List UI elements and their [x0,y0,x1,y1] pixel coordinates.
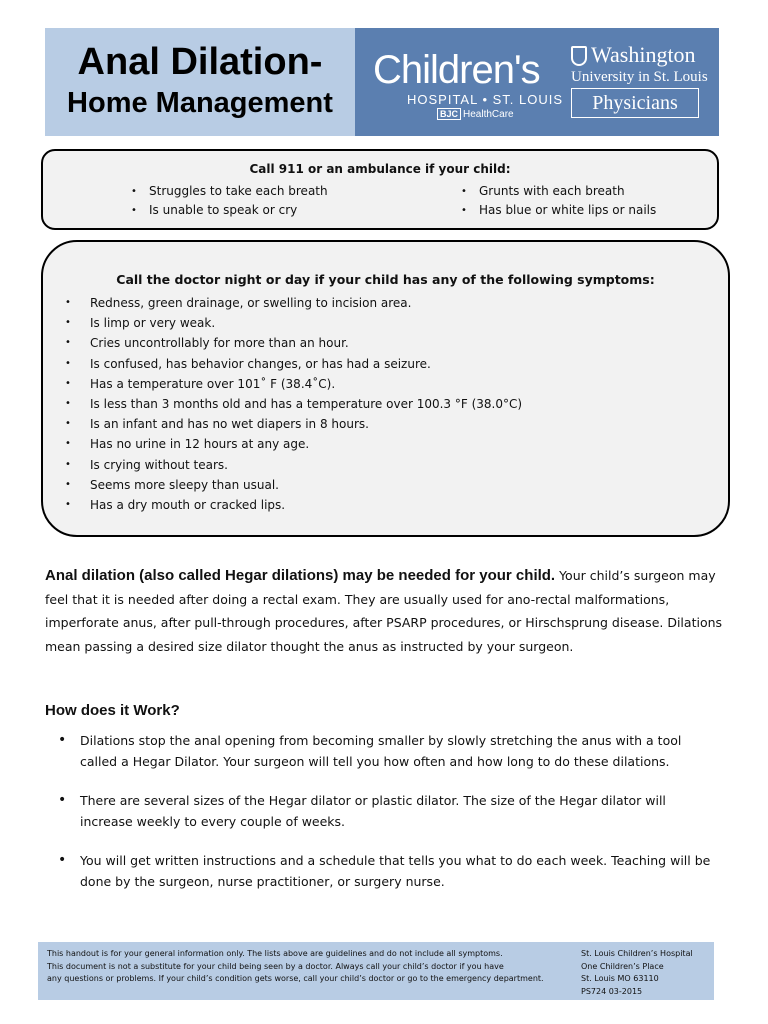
document-code: PS724 03-2015 [581,986,643,996]
page-subtitle: Home Management [67,87,333,119]
list-item: • Is an infant and has no wet diapers in 8 hours. [63,414,728,434]
list-item: • Is less than 3 months old and has a temperature over 100.3 °F (38.0°C) [63,394,728,414]
list-item: • Is unable to speak or cry [131,201,461,220]
emergency-list-left [131,182,461,220]
disclaimer-line: any questions or problems. If your child’s condition gets worse, call your child’s doctor or go to the emergency department. [47,974,544,983]
list-item: • Struggles to take each breath [131,182,461,201]
page-title: Anal Dilation- [77,41,323,83]
list-item: • Grunts with each breath [461,182,656,201]
doctor-symptoms-box [41,240,730,537]
list-item: • Has a temperature over 101˚ F (38.4˚C). [63,374,728,394]
address-line: St. Louis Children’s Hospital [581,949,693,958]
intro-paragraph [45,564,725,658]
footer [38,942,714,1000]
childrens-hospital-logo: Children's [373,48,540,92]
address-line: One Children’s Place [581,961,664,971]
list-item: • Is confused, has behavior changes, or has had a seizure. [63,354,728,374]
list-item: • Cries uncontrollably for more than an hour. [63,333,728,353]
intro-lead: Anal dilation (also called Hegar dilations) may be needed for your child. [45,567,556,584]
physicians-label: Physicians [571,88,699,118]
logo-banner [355,28,719,136]
how-it-works-list [58,730,718,910]
list-item: • Has no urine in 12 hours at any age. [63,434,728,454]
footer-address [581,948,711,998]
disclaimer-line: This document is not a substitute for your child being seen by a doctor. Always call your child’s doctor if you have [47,961,504,971]
header [45,28,719,136]
disclaimer-line: This handout is for your general information only. The lists above are guidelines and do not include all symptoms. [47,949,503,958]
washington-university-logo: Washington [591,42,696,67]
address-line: St. Louis MO 63110 [581,974,659,983]
intro-body: Your child’s surgeon may feel that it is needed after doing a rectal exam. They are usually used for ano-rectal malformations, imperforate anus, after pull-through procedures, after PSARP procedures, or Hirschsprung disease. Dilations mean passing a desired size dilator thought the anus as instructed by your surgeon. [45,568,723,654]
emergency-box [41,149,719,230]
emergency-list [43,182,717,220]
list-item: • Seems more sleepy than usual. [63,475,728,495]
title-box [45,28,355,136]
list-item: • There are several sizes of the Hegar dilator or plastic dilator. The size of the Hegar dilator will increase weekly to every couple of weeks. [58,790,718,832]
list-item: • Dilations stop the anal opening from becoming smaller by slowly stretching the anus with a tool called a Hegar Dilator. Your surgeon will tell you how often and how long to do these dilations. [58,730,718,772]
doctor-symptoms-title: Call the doctor night or day if your child has any of the following symptoms: [116,272,655,287]
list-item: • You will get written instructions and a schedule that tells you what to do each week. Teaching will be done by the surgeon, nurse practitioner, or surgery nurse. [58,850,718,892]
emergency-title: Call 911 or an ambulance if your child: [249,162,511,176]
list-item: • Has a dry mouth or cracked lips. [63,495,728,515]
section-heading-how-it-works: How does it Work? [45,702,180,719]
list-item: • Redness, green drainage, or swelling to incision area. [63,293,728,313]
footer-disclaimer [47,948,567,986]
bjc-mark: BJC [437,108,461,120]
childrens-hospital-location: HOSPITAL • ST. LOUIS [407,92,564,107]
list-item: • Is limp or very weak. [63,313,728,333]
doctor-symptoms-list [63,293,728,515]
list-item: • Has blue or white lips or nails [461,201,656,220]
washington-university-subtitle: University in St. Louis [571,69,708,85]
bjc-label: HealthCare [463,109,514,120]
emergency-list-right [461,182,656,220]
bjc-healthcare-logo [437,108,514,120]
list-item: • Is crying without tears. [63,455,728,475]
shield-icon [571,46,587,66]
